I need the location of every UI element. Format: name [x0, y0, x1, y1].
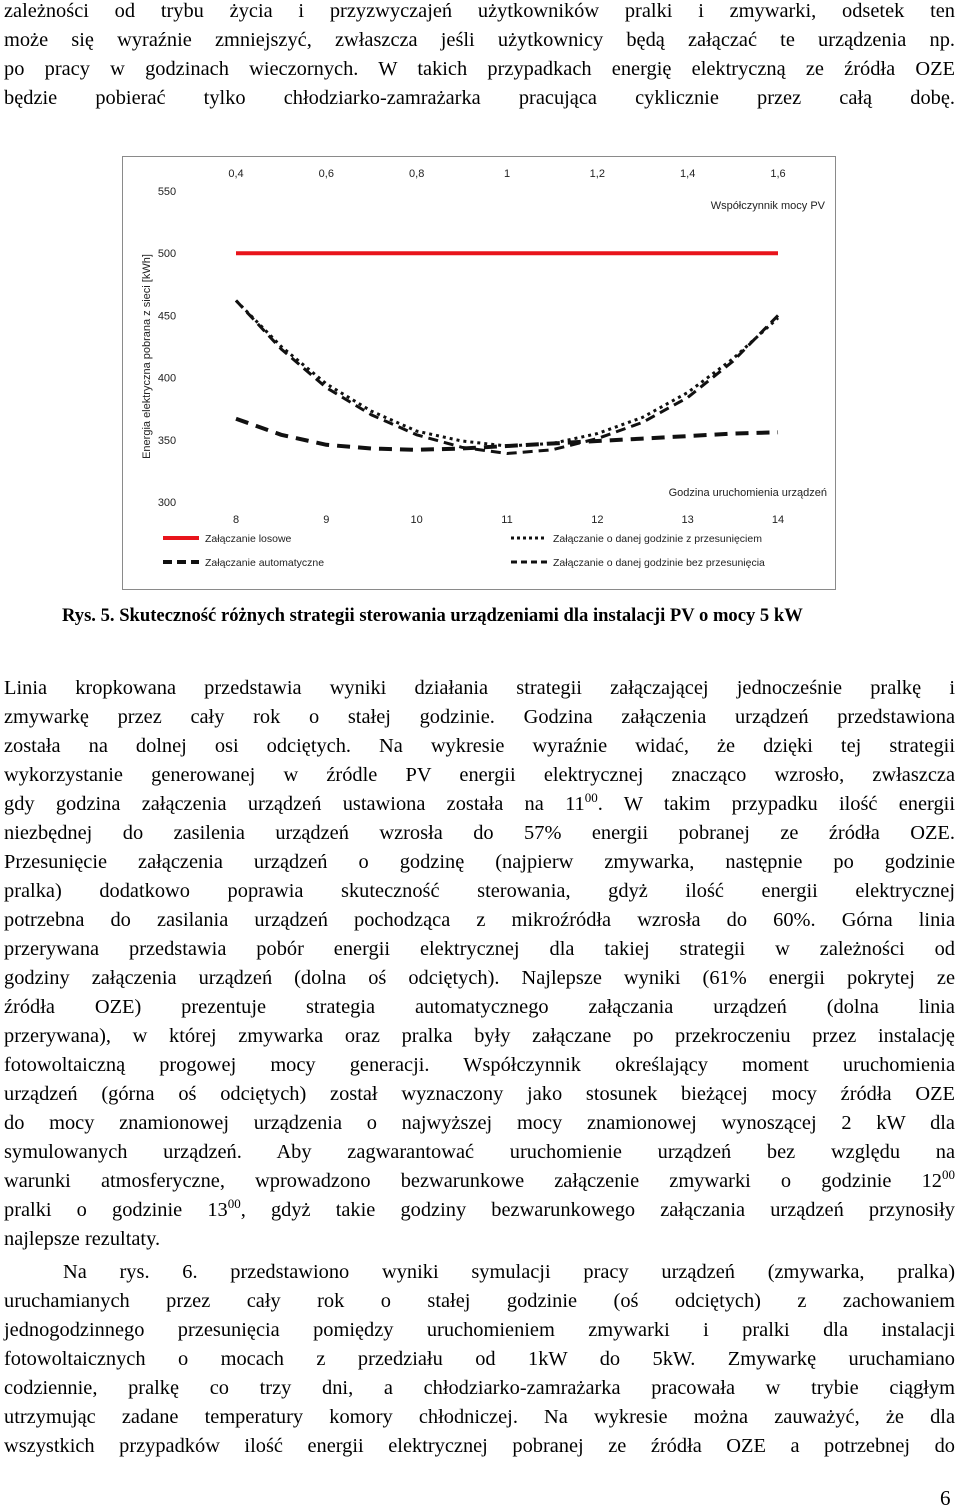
- text-line: [4, 84, 955, 113]
- text-line: [4, 1022, 955, 1051]
- y-axis-label: Energia elektryczna pobrana z sieci [kWh]: [141, 254, 153, 459]
- y-tick-label: 450: [157, 310, 177, 323]
- top-x-tick-label: 0,4: [228, 168, 244, 180]
- text-segment: urządzeń (górna oś odciętych) został wyznaczony jako stosunek bieżącej mocy źródła OZE: [4, 1083, 955, 1105]
- text-line: [4, 848, 955, 877]
- text-line: [4, 26, 955, 55]
- text-segment: Na rys. 6. przedstawiono wyniki symulacji pracy urządzeń (zmywarka, pralka): [63, 1261, 955, 1283]
- text-segment: po pracy w godzinach wieczornych. W takich przypadkach energię elektryczną ze źródła OZE: [4, 58, 955, 80]
- text-segment: źródła OZE) prezentuje strategia automatycznego załączania urządzeń (dolna linia: [4, 996, 955, 1018]
- text-segment: warunki atmosferyczne, wprowadzono bezwarunkowe załączenie zmywarki o godzinie 12: [4, 1170, 942, 1192]
- text-segment: utrzymując zadane temperatury komory chłodniczej. Na wykresie można zauważyć, że dla: [4, 1406, 955, 1428]
- text-segment: zmywarkę przez cały rok o stałej godzinie. Godzina załączenia urządzeń przedstawiona: [4, 706, 955, 728]
- text-segment: niezbędnej do zasilenia urządzeń wzrosła do 57% energii pobranej ze źródła OZE.: [4, 822, 955, 844]
- text-line: [4, 1051, 955, 1080]
- text-segment: gdy godzina załączenia urządzeń ustawiona została na 11: [4, 793, 585, 815]
- bottom-x-tick-label: 10: [410, 514, 423, 526]
- bottom-x-tick-label: 14: [771, 514, 785, 526]
- bottom-x-axis-label: Godzina uruchomienia urządzeń: [668, 487, 827, 499]
- top-x-tick-label: 0,6: [318, 168, 334, 180]
- intro-paragraph: [4, 0, 955, 113]
- text-segment: przerywana przedstawia pobór energii elektrycznej dla takiej strategii w zależności od: [4, 938, 955, 960]
- bottom-x-tick-label: 9: [323, 514, 330, 526]
- superscript: 00: [942, 1167, 955, 1182]
- y-tick-label: 350: [157, 434, 177, 447]
- text-segment: zależności od trybu życia i przyzwyczajeń użytkowników pralki i zmywarki, odsetek ten: [4, 0, 955, 22]
- page-number: 6: [940, 1486, 951, 1510]
- text-segment: jednogodzinnego przesunięcia pomiędzy uruchomieniem zmywarki i pralki dla instalacji: [4, 1319, 955, 1341]
- text-line: [4, 819, 955, 848]
- text-line: [4, 703, 955, 732]
- text-segment: wykorzystanie generowanej w źródle PV energii elektrycznej znacząco wzrosło, zwłaszcza: [4, 764, 955, 786]
- text-segment: . W takim przypadku ilość energii: [597, 793, 955, 815]
- closing-paragraph: [4, 1258, 955, 1461]
- text-line: [4, 1138, 955, 1167]
- bottom-x-tick-label: 8: [232, 514, 240, 526]
- text-line: [4, 1403, 955, 1432]
- legend-label: Załączanie o danej godzinie z przesunięciem: [553, 533, 762, 545]
- text-line: [4, 964, 955, 993]
- y-tick-label: 300: [157, 497, 177, 509]
- top-x-tick-label: 1,2: [589, 168, 605, 180]
- text-line: [4, 674, 955, 703]
- superscript: 00: [227, 1196, 241, 1211]
- bottom-x-tick-label: 13: [681, 514, 694, 526]
- text-line: [4, 732, 955, 761]
- top-x-tick-label: 1,4: [680, 168, 696, 180]
- text-line: [4, 1258, 955, 1287]
- text-segment: została na dolnej osi odciętych. Na wykresie wyraźnie widać, że dzięki tej strategii: [4, 735, 955, 757]
- figure-caption: Rys. 5. Skuteczność różnych strategii sterowania urządzeniami dla instalacji PV o mocy 5 kW: [62, 605, 803, 626]
- text-line: [4, 877, 955, 906]
- text-segment: fotowoltaiczną progowej mocy generacji. Współczynnik określający moment uruchomienia: [4, 1054, 955, 1076]
- text-segment: codziennie, pralkę co trzy dni, a chłodziarko-zamrażarka pracowała w trybie ciągłym: [4, 1377, 955, 1399]
- top-x-tick-label: 0,8: [409, 168, 425, 180]
- text-line: [4, 1167, 955, 1196]
- text-line: [4, 1374, 955, 1403]
- text-segment: najlepsze rezultaty.: [4, 1228, 161, 1250]
- text-segment: wszystkich przypadków ilość energii elektrycznej pobranej ze źródła OZE a potrzebnej do: [4, 1435, 955, 1457]
- legend-label: Załączanie o danej godzinie bez przesunięcia: [553, 557, 765, 569]
- superscript: 00: [584, 790, 598, 805]
- text-line: [4, 1080, 955, 1109]
- text-line: [4, 935, 955, 964]
- figure-5: [122, 156, 836, 590]
- legend-label: Załączanie automatyczne: [205, 557, 325, 569]
- text-line: [4, 1287, 955, 1316]
- text-segment: pralki o godzinie 13: [4, 1199, 228, 1221]
- series-line-2: [236, 301, 778, 454]
- text-segment: może się wyraźnie zmniejszyć, zwłaszcza jeśli użytkownicy będą załączać te urządzenia np.: [4, 29, 955, 51]
- text-line: [4, 1432, 955, 1461]
- text-line: [4, 55, 955, 84]
- text-line: [4, 993, 955, 1022]
- text-line: [4, 1109, 955, 1138]
- text-line: [4, 906, 955, 935]
- series-line-1: [236, 301, 778, 447]
- text-segment: symulowanych urządzeń. Aby zagwarantować uruchomienie urządzeń bez względu na: [4, 1141, 955, 1163]
- top-x-tick-label: 1,6: [770, 168, 786, 180]
- text-line: [4, 1196, 955, 1225]
- text-segment: będzie pobierać tylko chłodziarko-zamrażarka pracująca cyklicznie przez całą dobę.: [4, 87, 955, 109]
- text-line: [4, 1316, 955, 1345]
- energy-chart: [123, 157, 835, 589]
- bottom-x-tick-label: 12: [591, 514, 604, 526]
- text-segment: godziny załączenia urządzeń (dolna oś odciętych). Najlepsze wyniki (61% energii pokrytej ze: [4, 967, 955, 989]
- text-segment: potrzebna do zasilania urządzeń pochodząca z mikroźródła wzrosła do 60%. Górna linia: [4, 909, 955, 931]
- text-line: [4, 1345, 955, 1374]
- text-segment: fotowoltaicznych o mocach z przedziału od 1kW do 5kW. Zmywarkę uruchamiano: [4, 1348, 955, 1370]
- text-line: [4, 1225, 955, 1254]
- top-x-tick-label: 1: [503, 168, 511, 180]
- y-tick-label: 550: [157, 186, 177, 198]
- body-paragraph: [4, 674, 955, 1254]
- text-segment: Przesunięcie załączenia urządzeń o godzinę (najpierw zmywarka, następnie po godzinie: [4, 851, 955, 873]
- text-line: [4, 0, 955, 26]
- text-line: [4, 761, 955, 790]
- legend-label: Załączanie losowe: [205, 533, 292, 545]
- text-segment: uruchamianych przez cały rok o stałej godzinie (oś odciętych) z zachowaniem: [4, 1290, 955, 1312]
- y-tick-label: 400: [157, 372, 177, 385]
- top-x-axis-label: Współczynnik mocy PV: [710, 200, 825, 212]
- text-line: [4, 790, 955, 819]
- text-segment: Linia kropkowana przedstawia wyniki działania strategii załączającej jednocześnie pralkę i: [4, 677, 955, 699]
- text-segment: przerywana), w której zmywarka oraz pralka były załączane po przekroczeniu przez instalację: [4, 1025, 955, 1047]
- y-tick-label: 500: [157, 248, 177, 261]
- text-segment: , gdyż takie godziny bezwarunkowego załączania urządzeń przynosiły: [240, 1199, 955, 1221]
- bottom-x-tick-label: 11: [501, 514, 513, 526]
- series-line-3: [236, 419, 778, 450]
- text-segment: do mocy znamionowej urządzenia o najwyższej mocy znamionowej wynoszącej 2 kW dla: [4, 1112, 955, 1134]
- text-segment: pralka) dodatkowo poprawia skuteczność sterowania, gdyż ilość energii elektrycznej: [4, 880, 955, 902]
